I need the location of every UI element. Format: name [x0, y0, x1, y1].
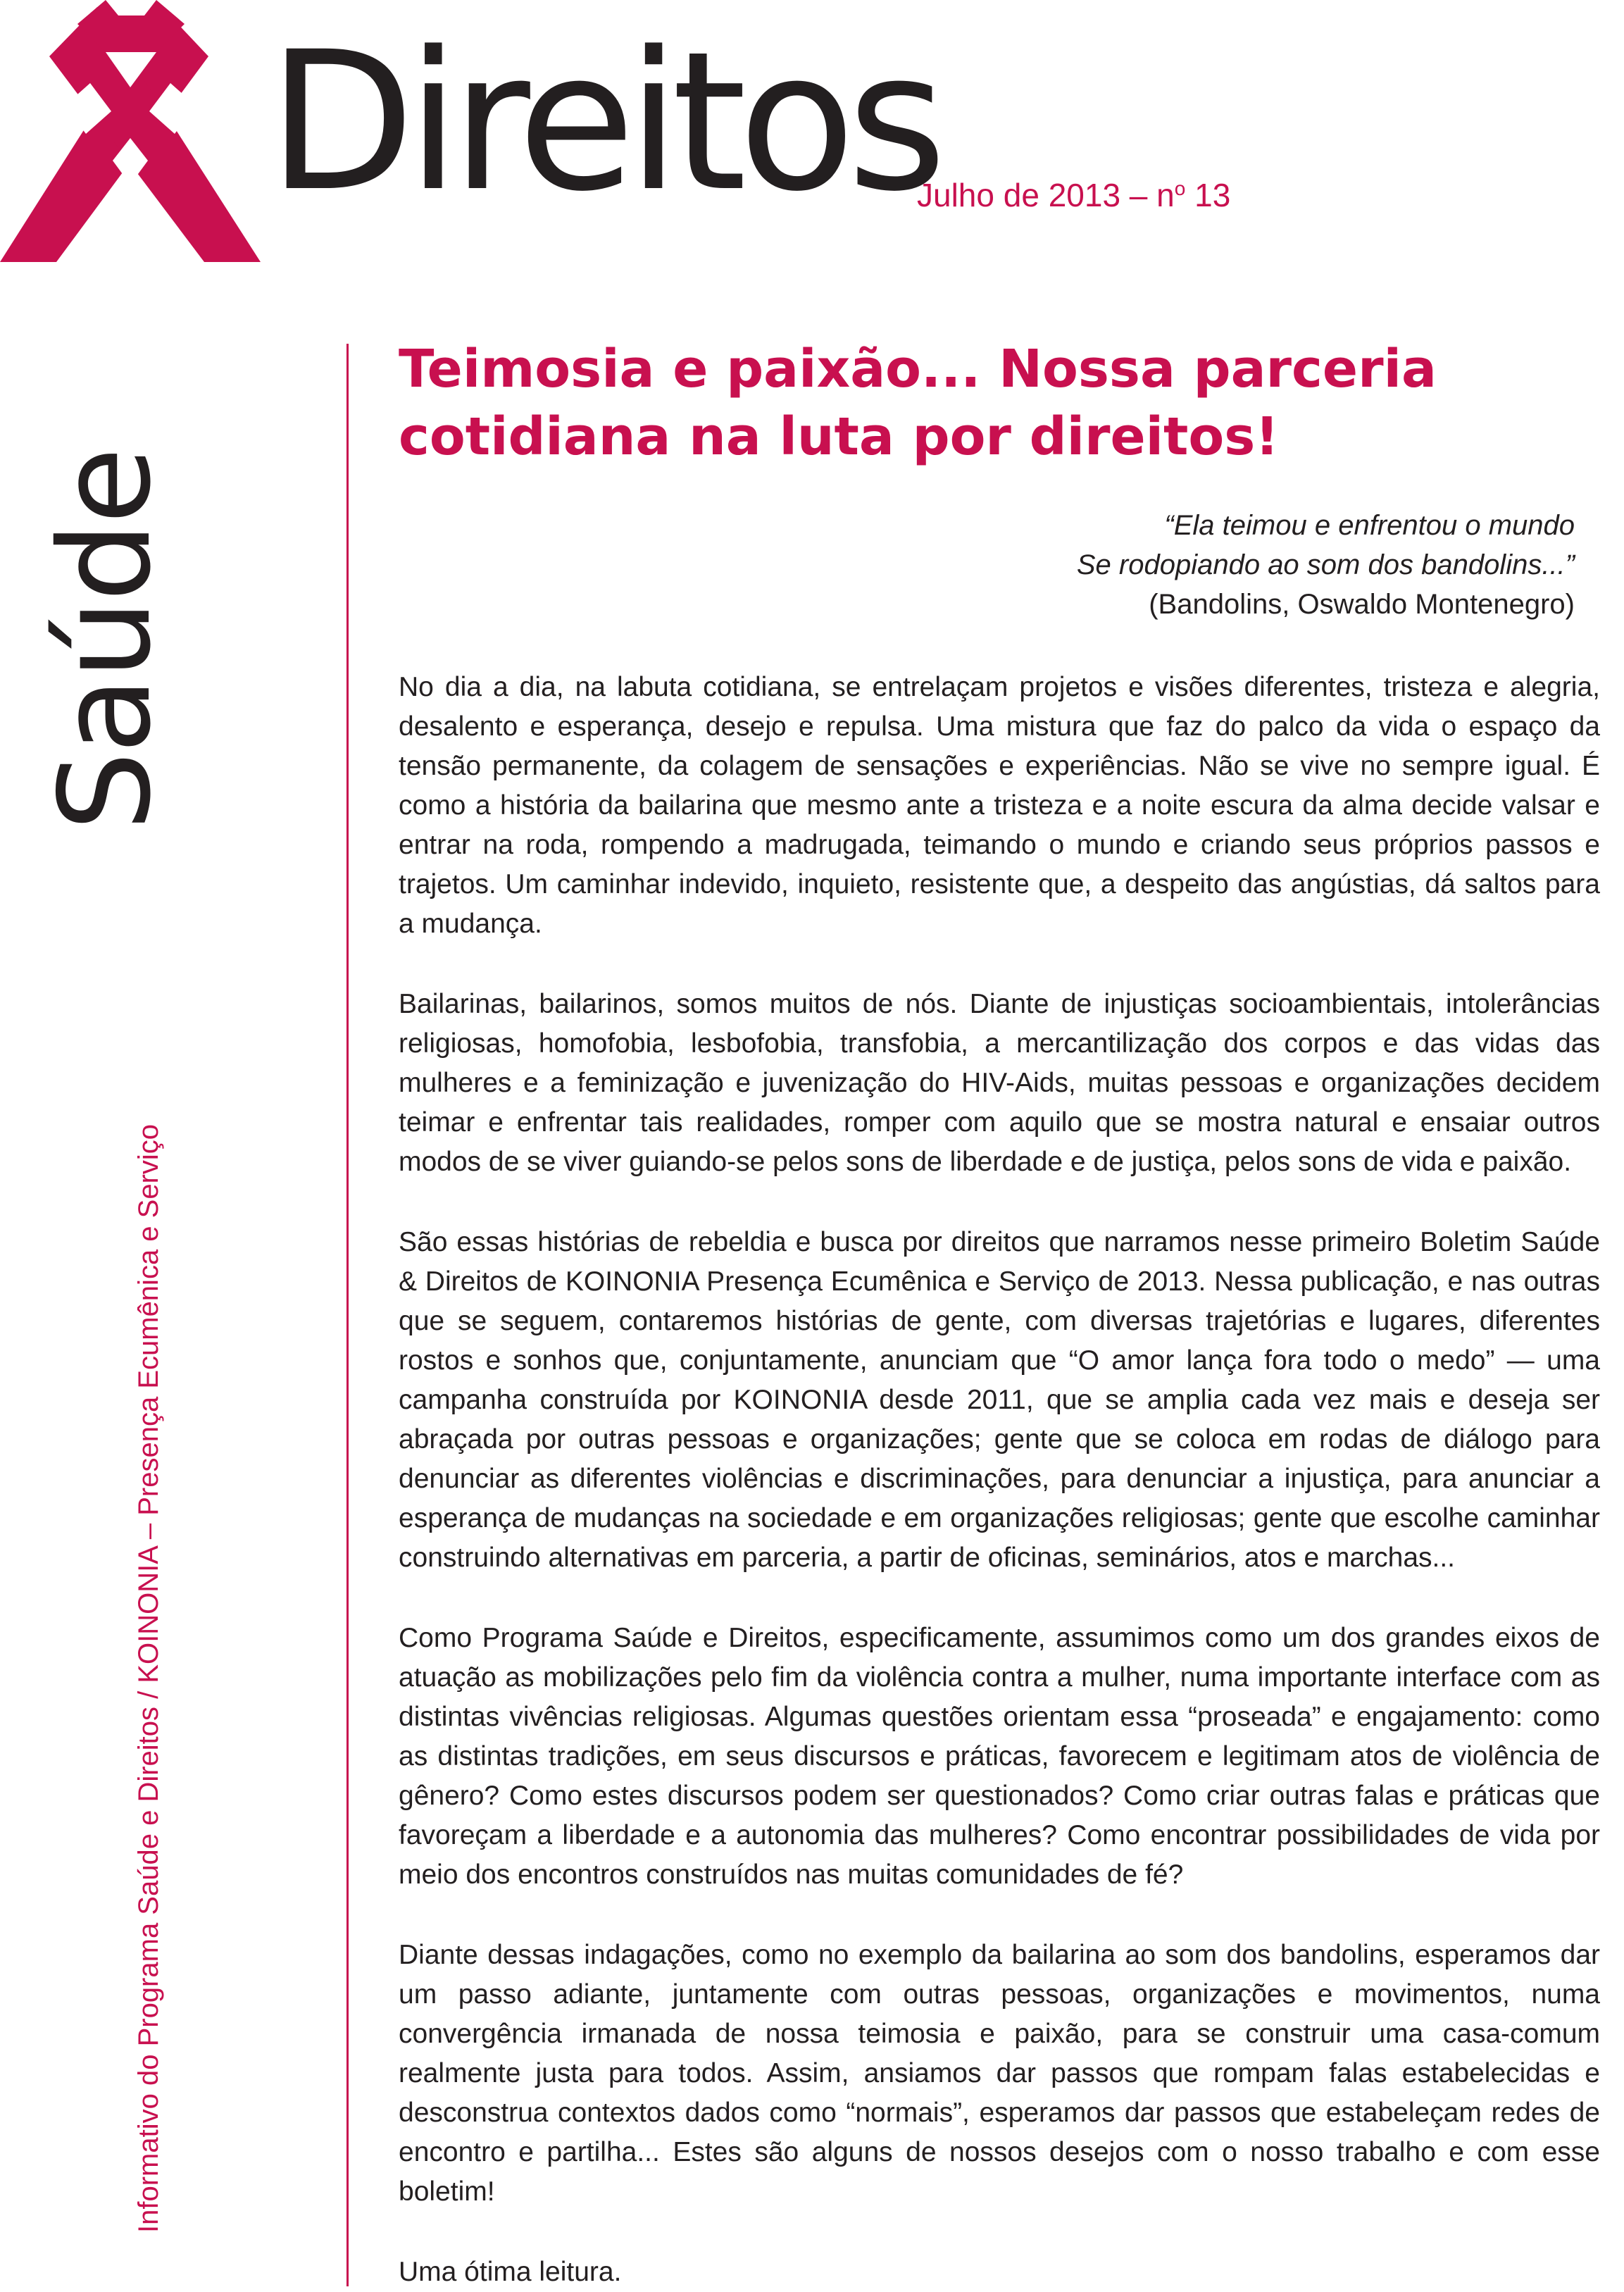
red-ribbon-icon [0, 0, 261, 262]
masthead-title: Direitos [268, 11, 939, 234]
issue-ordinal: o [1174, 177, 1186, 199]
article-headline [399, 335, 1582, 471]
paragraph: Como Programa Saúde e Direitos, especificamente, assumimos como um dos grandes eixos de atuação as mobilizações pelo fim da violência contra a mulher, numa importante interface com as distintas vivências religiosas. Algumas questões orientam essa “proseada” e engajamento: como as distintas tradições, em seus discursos e práticas, favorecem e legitimam atos de violência de gênero? Como estes discursos podem ser questionados? Como criar outras falas e práticas que favoreçam a liberdade e a autonomia das mulheres? Como encontrar possibilidades de vida por meio dos encontros construídos nas muitas comunidades de fé? [399, 1623, 1600, 1890]
issue-number: 13 [1194, 177, 1231, 213]
closing-line: Uma ótima leitura. [399, 2257, 622, 2287]
paragraph: Diante dessas indagações, como no exemplo da bailarina ao som dos bandolins, esperamos dar um passo adiante, juntamente com outras pessoas, organizações e movimentos, numa convergência irmanada de nossa teimosia e paixão, para se construir uma casa-comum realmente justa para todos. Assim, ansiamos dar passos que rompam falas estabelecidas e desconstrua contextos dados como “normais”, esperamos dar passos que estabeleçam redes de encontro e partilha... Estes são alguns de nossos desejos com o nosso trabalho e com esse boletim! [399, 1940, 1600, 2207]
paragraph: São essas histórias de rebeldia e busca por direitos que narramos nesse primeiro Boletim Saúde & Direitos de KOINONIA Presença Ecumênica e Serviço de 2013. Nessa publicação, e nas outras que se seguem, contaremos histórias de gente, com diversas trajetórias e lugares, diferentes rostos e sonhos que, conjuntamente, anunciam que “O amor lança fora todo o medo” — uma campanha construída por KOINONIA desde 2011, que se amplia cada vez mais e deseja ser abraçada por outras pessoas e organizações; gente que se coloca em rodas de diálogo para denunciar as diferentes violências e discriminações, para denunciar a injustiça, para anunciar a esperança de mudanças na sociedade e em organizações religiosas; gente que escolhe caminhar construindo alternativas em parceria, a partir de oficinas, seminários, atos e marchas... [399, 1227, 1600, 1573]
epigraph [659, 506, 1575, 624]
column-divider [346, 344, 349, 2286]
headline-line-1: Teimosia e paixão... Nossa parceria [399, 339, 1437, 399]
epigraph-citation: (Bandolins, Oswaldo Montenegro) [1149, 589, 1575, 620]
article-body [399, 668, 1600, 2292]
sidebar-caption: Informativo do Programa Saúde e Direitos / KOINONIA – Presença Ecumênica e Serviço [133, 1123, 164, 2233]
epigraph-line-2: Se rodopiando ao som dos bandolins...” [1076, 549, 1575, 580]
issue-info [917, 170, 1230, 213]
paragraph: Bailarinas, bailarinos, somos muitos de nós. Diante de injustiças socioambientais, intolerâncias religiosas, homofobia, lesbofobia, transfobia, a mercantilização dos corpos e das vidas das mulheres e a feminização e juvenização do HIV-Aids, muitas pessoas e organizações decidem teimar e enfrentar tais realidades, romper com aquilo que se mostra natural e ensaiar outros modos de se viver guiando-se pelos sons de liberdade e de justiça, pelos sons de vida e paixão. [399, 989, 1600, 1177]
epigraph-line-1: “Ela teimou e enfrentou o mundo [1164, 510, 1575, 541]
headline-line-2: cotidiana na luta por direitos! [399, 406, 1280, 467]
issue-date: Julho de 2013 – n [917, 177, 1175, 213]
sidebar-title: Saúde [32, 449, 178, 831]
paragraph: No dia a dia, na labuta cotidiana, se entrelaçam projetos e visões diferentes, tristeza e alegria, desalento e esperança, desejo e repulsa. Uma mistura que faz do palco da vida o espaço da tensão permanente, da colagem de sensações e experiências. Não se vive no sempre igual. É como a história da bailarina que mesmo ante a tristeza e a noite escura da alma decide valsar e entrar na roda, rompendo a madrugada, teimando o mundo e criando seus próprios passos e trajetos. Um caminhar indevido, inquieto, resistente que, a despeito das angústias, dá saltos para a mudança. [399, 672, 1600, 939]
